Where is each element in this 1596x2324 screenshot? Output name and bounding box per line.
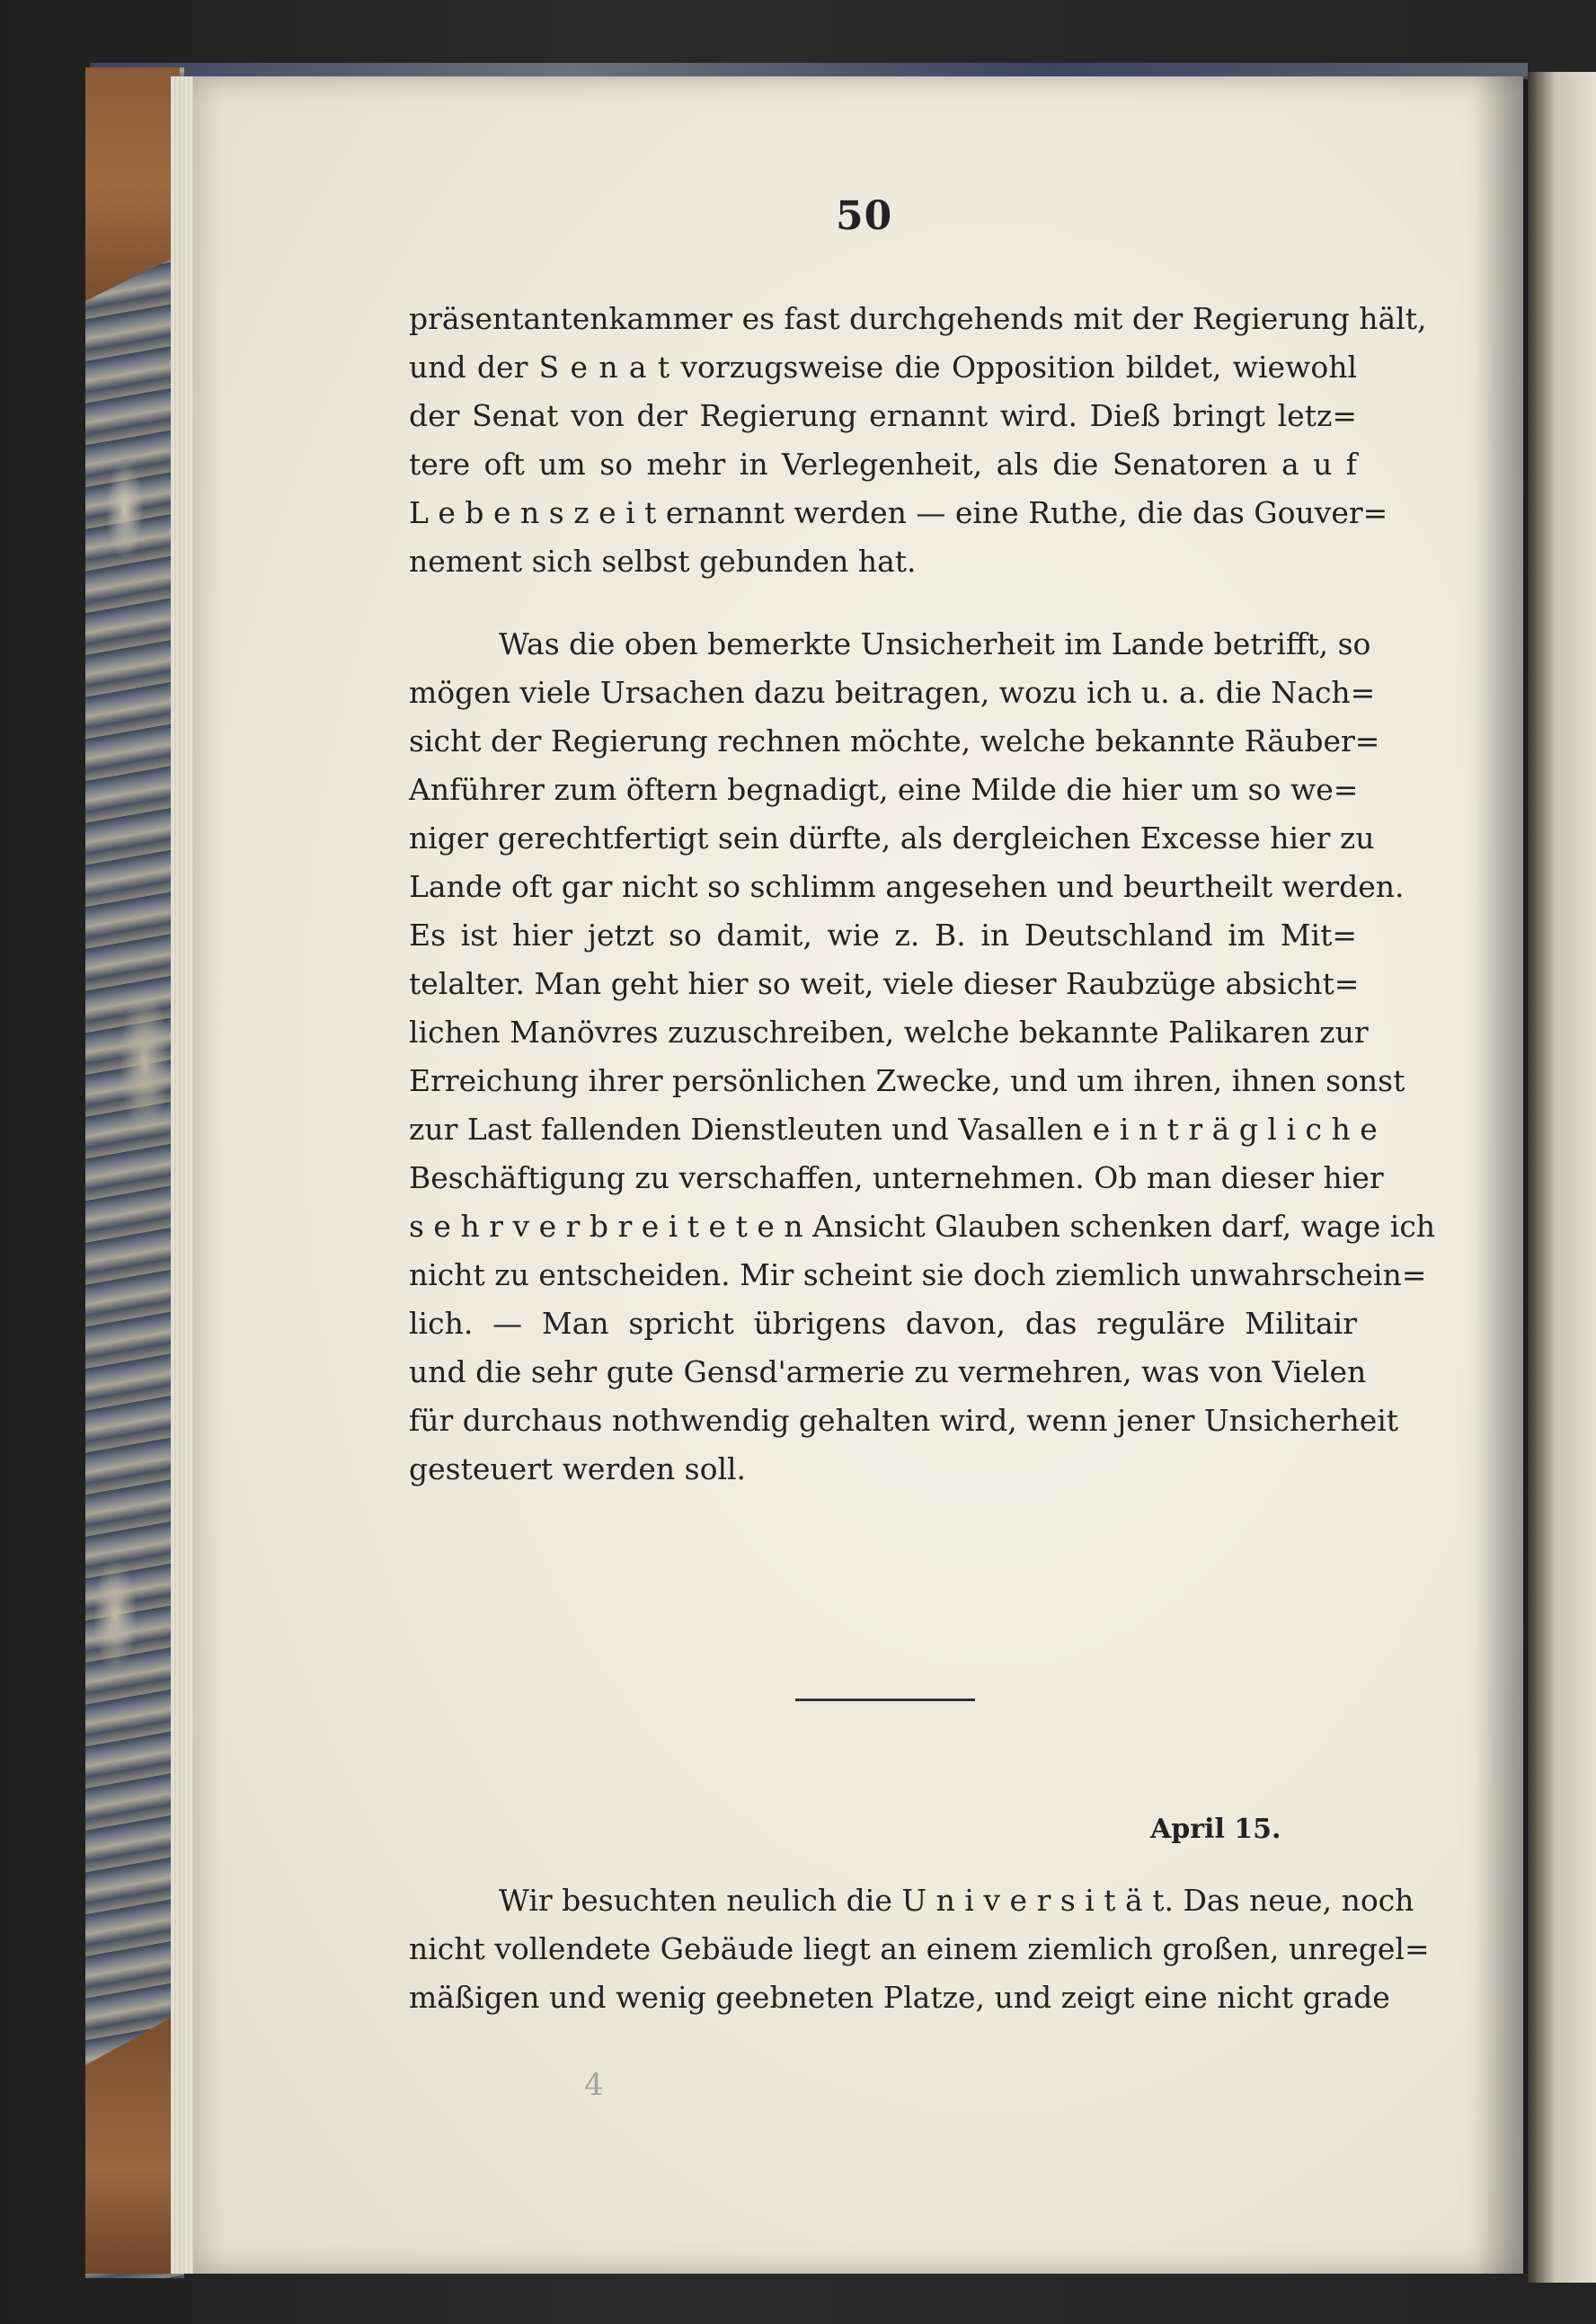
facing-page-edge — [1528, 72, 1596, 2283]
text-line: der Senat von der Regierung ernannt wird. Dieß bringt letz= — [409, 398, 1357, 433]
text-line: gesteuert werden soll. — [409, 1451, 747, 1486]
text-line: mäßigen und wenig geebneten Platze, und zeigt eine nicht grade — [409, 1980, 1390, 2015]
text-line: sicht der Regierung rechnen möchte, welche bekannte Räuber= — [409, 723, 1380, 758]
text-line: Anführer zum öftern begnadigt, eine Milde die hier um so we= — [409, 772, 1359, 807]
text-line: lich. — Man spricht übrigens davon, das reguläre Militair — [409, 1306, 1357, 1341]
gutter-shadow — [1474, 76, 1528, 2274]
text-line: L e b e n s z e i t ernannt werden — eine Ruthe, die das Gouver= — [409, 495, 1388, 530]
signature-mark: 4 — [584, 2067, 604, 2103]
text-line: Lande oft gar nicht so schlimm angesehen und beurtheilt werden. — [409, 869, 1405, 904]
text-line: und der S e n a t vorzugsweise die Opposition bildet, wiewohl — [409, 350, 1357, 385]
text-line: nement sich selbst gebunden hat. — [409, 544, 917, 579]
text-line: nicht vollendete Gebäude liegt an einem ziemlich großen, unregel= — [409, 1931, 1430, 1966]
text-line: lichen Manövres zuzuschreiben, welche bekannte Palikaren zur — [409, 1015, 1369, 1050]
marbled-cover-board — [85, 67, 184, 2278]
text-line: Beschäftigung zu verschaffen, unternehmen. Ob man dieser hier — [409, 1160, 1384, 1195]
text-line: Es ist hier jetzt so damit, wie z. B. in Deutschland im Mit= — [409, 918, 1357, 953]
text-line: und die sehr gute Gensd'armerie zu vermehren, was von Vielen — [409, 1354, 1367, 1389]
text-line: Erreichung ihrer persönlichen Zwecke, und um ihren, ihnen sonst — [409, 1063, 1405, 1098]
date-heading: April 15. — [1150, 1814, 1281, 1845]
section-divider — [795, 1699, 975, 1701]
text-line: zur Last fallenden Dienstleuten und Vasallen e i n t r ä g l i c h e — [409, 1112, 1378, 1147]
text-line: Was die oben bemerkte Unsicherheit im Lande betrifft, so — [499, 626, 1371, 661]
page-number: 50 — [836, 193, 893, 239]
text-line: tere oft um so mehr in Verlegenheit, als die Senatoren a u f — [409, 447, 1357, 482]
text-line: s e h r v e r b r e i t e t e n Ansicht Glauben schenken darf, wage ich — [409, 1209, 1436, 1244]
text-line: für durchaus nothwendig gehalten wird, wenn jener Unsicherheit — [409, 1403, 1399, 1438]
text-line: Wir besuchten neulich die U n i v e r s i t ä t. Das neue, noch — [499, 1883, 1414, 1918]
text-line: telalter. Man geht hier so weit, viele dieser Raubzüge absicht= — [409, 966, 1360, 1001]
text-line: präsentantenkammer es fast durchgehends mit der Regierung hält, — [409, 301, 1427, 336]
text-line: niger gerechtfertigt sein dürfte, als dergleichen Excesse hier zu — [409, 820, 1375, 856]
text-line: mögen viele Ursachen dazu beitragen, wozu ich u. a. die Nach= — [409, 675, 1376, 710]
text-line: nicht zu entscheiden. Mir scheint sie doch ziemlich unwahrschein= — [409, 1257, 1427, 1292]
